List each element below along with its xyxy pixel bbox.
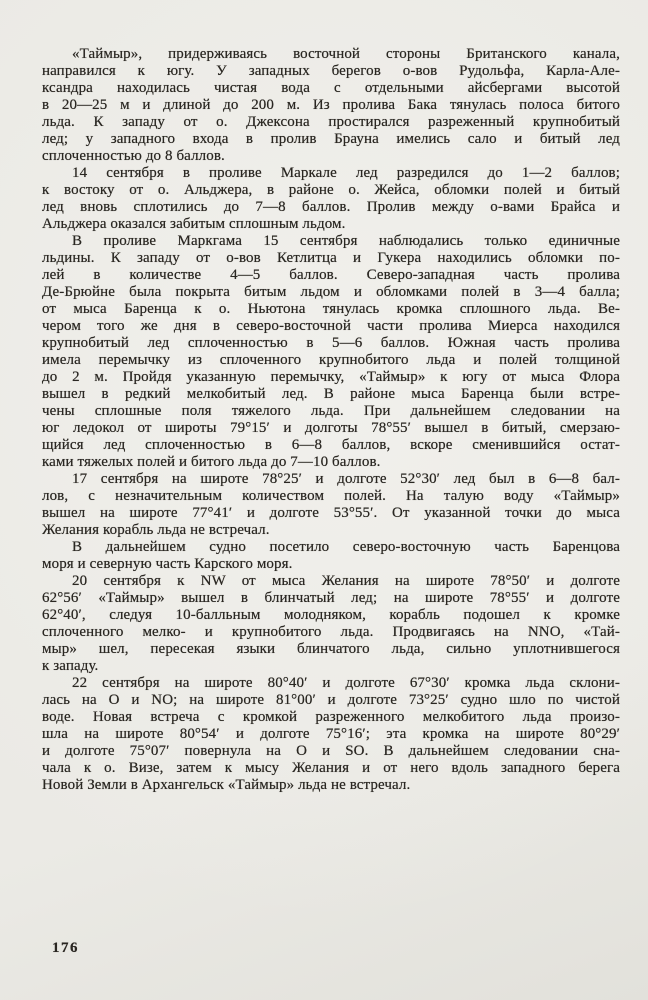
text-line: и долготе 75°07′ повернула на O и SO. В дальнейшем следовании сна- [42, 743, 620, 759]
text-line: до 2 м. Пройдя указанную перемычку, «Таймыр» к югу от мыса Флора [42, 369, 620, 385]
text-line: вышел на широте 77°41′ и долготе 53°55′. От указанной точки до мыса [42, 505, 620, 521]
text-line: моря и северную часть Карского моря. [42, 556, 293, 572]
text-line: имела перемычку из сплоченного крупнобитого льда и полей толщиной [42, 352, 620, 368]
page-number: 176 [52, 940, 79, 956]
paragraph [42, 675, 620, 794]
text-line: лед вновь сплотились до 7—8 баллов. Пролив между о-вами Брайса и [42, 199, 620, 215]
text-line: направился к югу. У западных берегов о-вов Рудольфа, Карла-Але- [42, 63, 620, 79]
text-line: вышел в редкий мелкобитый лед. В районе мыса Баренца были встре- [42, 386, 620, 402]
text-line: 62°56′ «Таймыр» вышел в блинчатый лед; на широте 78°55′ и долготе [42, 590, 620, 606]
text-line: Новой Земли в Архангельск «Таймыр» льда не встречал. [42, 777, 411, 793]
text-line: ксандра находилась чистая вода с отдельными айсбергами высотой [42, 80, 620, 96]
text-line: к востоку от о. Альджера, в районе о. Жейса, обломки полей и битый [42, 182, 620, 198]
text-line: ками тяжелых полей и битого льда до 7—10 баллов. [42, 454, 381, 470]
paragraph [42, 233, 620, 471]
text-line: лов, с незначительным количеством полей. На талую воду «Таймыр» [42, 488, 620, 504]
text-line: чены сплошные поля тяжелого льда. При дальнейшем следовании на [42, 403, 620, 419]
paragraph [42, 471, 620, 539]
text-line: крупнобитый лед сплоченностью в 5—6 баллов. Южная часть пролива [42, 335, 620, 351]
text-line: Альджера оказался забитым сплошным льдом. [42, 216, 346, 232]
text-line: льда. К западу от о. Джексона простирался разреженный крупнобитый [42, 114, 620, 130]
text-line: чала к о. Визе, затем к мысу Желания и от него вдоль западного берега [42, 760, 620, 776]
text-line: В проливе Маркгама 15 сентября наблюдались только единичные [72, 233, 620, 249]
text-line: мыр» шел, пересекая языки блинчатого льда, сильно уплотнившегося [42, 641, 620, 657]
text-line: Желания корабль льда не встречал. [42, 522, 270, 538]
text-line: сплоченностью до 8 баллов. [42, 148, 225, 164]
text-line: 22 сентября на широте 80°40′ и долготе 67°30′ кромка льда склони- [72, 675, 620, 691]
text-line: лей в количестве 4—5 баллов. Северо-западная часть пролива [42, 267, 620, 283]
paragraph [42, 573, 620, 675]
text-line: 17 сентября на широте 78°25′ и долготе 52°30′ лед был в 6—8 бал- [72, 471, 620, 487]
text-line: В дальнейшем судно посетило северо-восточную часть Баренцова [72, 539, 620, 555]
text-line: сплоченного мелко- и крупнобитого льда. Продвигаясь на NNO, «Тай- [42, 624, 620, 640]
text-line: 14 сентября в проливе Маркале лед разредился до 1—2 баллов; [72, 165, 620, 181]
text-line: к западу. [42, 658, 99, 674]
text-line: Де-Брюйне была покрыта битым льдом и обломками полей в 3—4 балла; [42, 284, 620, 300]
text-line: чером того же дня в северо-восточной части пролива Миерса находился [42, 318, 620, 334]
text-line: в 20—25 м и длиной до 200 м. Из пролива Бака тянулась полоса битого [42, 97, 620, 113]
text-line: «Таймыр», придерживаясь восточной стороны Британского канала, [72, 46, 620, 62]
text-line: 20 сентября к NW от мыса Желания на широте 78°50′ и долготе [72, 573, 620, 589]
text-line: льдины. К западу от о-вов Кетлитца и Гукера находились обломки по- [42, 250, 620, 266]
text-block [42, 46, 620, 794]
text-line: лед; у западного входа в пролив Брауна имелись сало и битый лед [42, 131, 620, 147]
text-line: юг ледокол от широты 79°15′ и долготы 78°55′ вышел в битый, смерзаю- [42, 420, 620, 436]
paragraph [42, 165, 620, 233]
text-line: лась на O и NO; на широте 81°00′ и долготе 73°25′ судно шло по чистой [42, 692, 620, 708]
text-line: от мыса Баренца к о. Ньютона тянулась кромка сплошного льда. Ве- [42, 301, 620, 317]
text-line: шла на широте 80°54′ и долготе 75°16′; эта кромка на широте 80°29′ [42, 726, 620, 742]
text-line: 62°40′, следуя 10-балльным молодняком, корабль подошел к кромке [42, 607, 620, 623]
paragraph [42, 46, 620, 165]
text-line: воде. Новая встреча с кромкой разреженного мелкобитого льда произо- [42, 709, 620, 725]
text-line: щийся лед сплоченностью в 6—8 баллов, вскоре сменившийся остат- [42, 437, 620, 453]
paragraph [42, 539, 620, 573]
